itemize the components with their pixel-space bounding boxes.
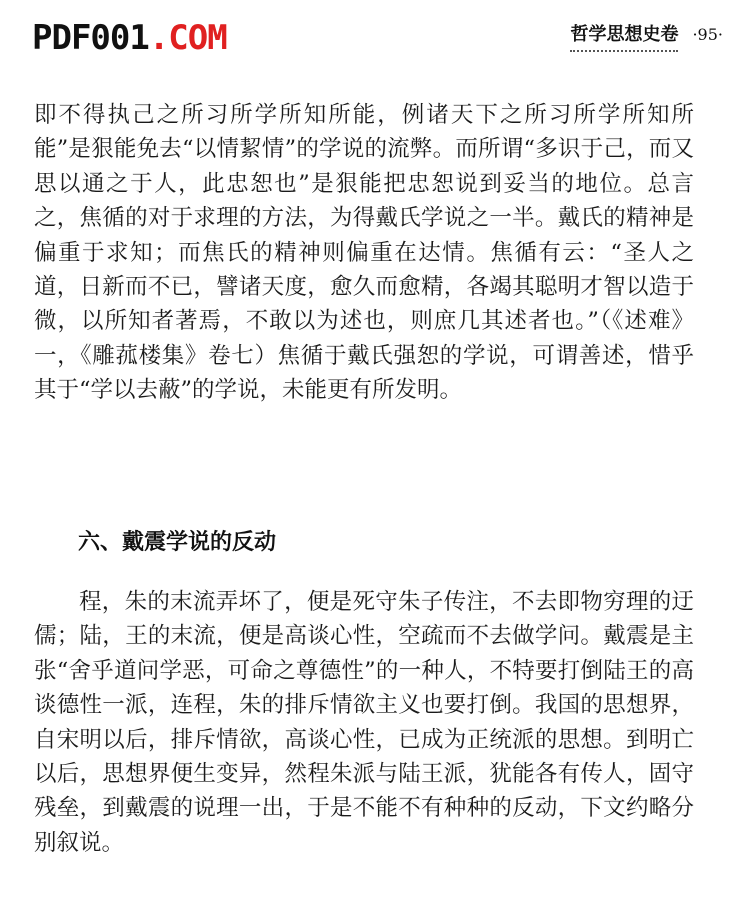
logo-suffix-text: .COM <box>148 18 227 58</box>
book-title: 哲学思想史卷 <box>570 20 678 52</box>
page-number: ·95· <box>692 25 723 44</box>
site-logo <box>32 18 227 58</box>
paragraph-2: 程，朱的末流弄坏了，便是死守朱子传注，不去即物穷理的迂儒；陆，王的末流，便是高谈心性，空疏而不去做学问。戴震是主张“舍乎道问学恶，可命之尊德性”的一种人，不特要打倒陆王的高谈德性一派，连程，朱的排斥情欲主义也要打倒。我国的思想界，自宋明以后，排斥情欲，高谈心性，已成为正统派的思想。到明亡以后，思想界便生变异，然程朱派与陆王派，犹能各有传人，固守残垒，到戴震的说理一出，于是不能不有种种的反动，下文约略分别叙说。 <box>34 589 694 856</box>
section-heading: 六、戴震学说的反动 <box>78 530 277 555</box>
running-header <box>570 20 723 52</box>
logo-main-text: PDF001 <box>32 18 149 58</box>
paragraph-1: 即不得执己之所习所学所知所能，例诸天下之所习所学所知所能”是狠能免去“以情絜情”的学说的流弊。而所谓“多识于己，而又思以通之于人，此忠恕也”是狠能把忠恕说到妥当的地位。总言之，焦循的对于求理的方法，为得戴氏学说之一半。戴氏的精神是偏重于求知；而焦氏的精神则偏重在达情。焦循有云：“圣人之道，日新而不已，譬诸天度，愈久而愈精，各竭其聪明才智以造于微，以所知者著焉，不敢以为述也，则庶几其述者也。”（《述难》一，《雕菰楼集》卷七）焦循于戴氏强恕的学说，可谓善述，惜乎其于“学以去蔽”的学说，未能更有所发明。 <box>34 102 694 404</box>
